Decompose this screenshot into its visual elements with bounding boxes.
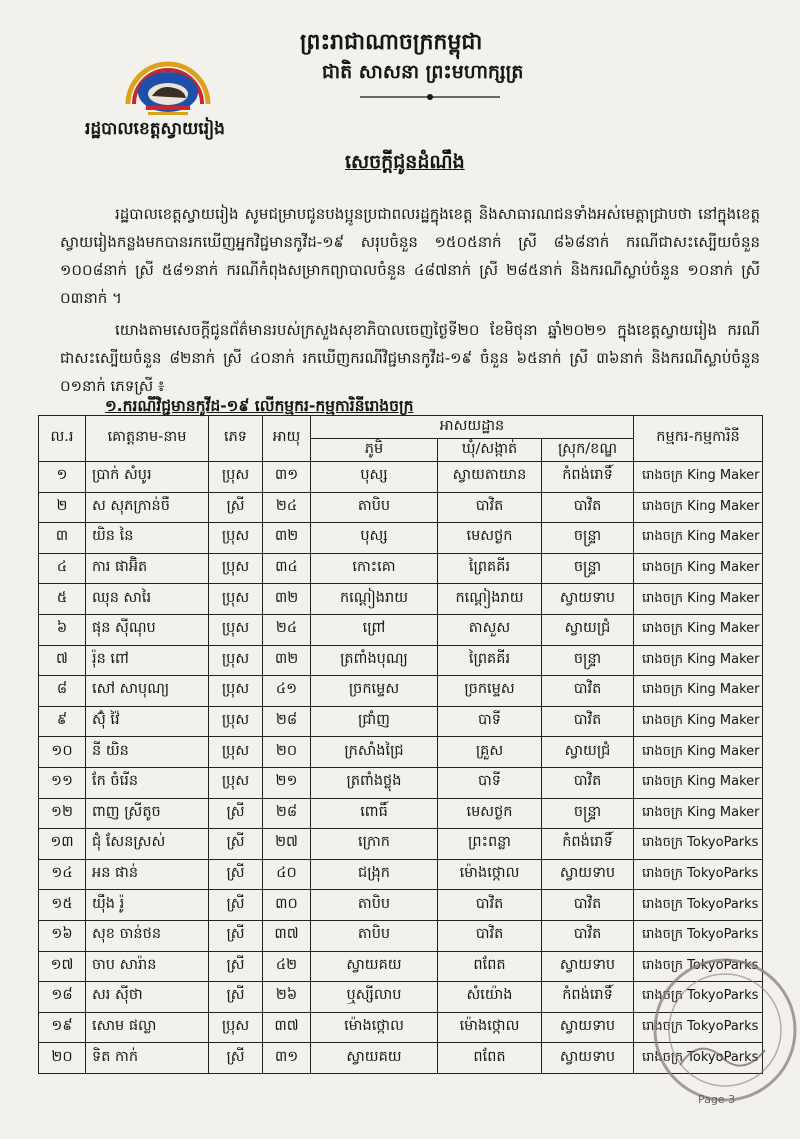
cell-district: ស្វាយទាប <box>542 1012 634 1043</box>
cell-commune: គ្រួស <box>438 737 542 768</box>
cell-no: ១៦ <box>39 920 86 951</box>
cell-village: កោះគោ <box>311 553 438 584</box>
cell-village: ម៉ោងថ្កោល <box>311 1012 438 1043</box>
cell-district: ស្វាយទាប <box>542 951 634 982</box>
cell-sex: ប្រុស <box>209 553 263 584</box>
cell-commune: ព្រះពន្លា <box>438 829 542 860</box>
cell-workplace: រោងចក្រ King Maker <box>634 767 763 798</box>
cell-district: ស្វាយទាប <box>542 859 634 890</box>
cell-name: យិន នៃ <box>86 523 209 554</box>
cell-name: ទិត កាក់ <box>86 1043 209 1074</box>
cell-commune: ម៉ោងថ្កោល <box>438 1012 542 1043</box>
cell-sex: ប្រុស <box>209 1012 263 1043</box>
cell-workplace: រោងចក្រ King Maker <box>634 645 763 676</box>
cell-commune: ពពែត <box>438 951 542 982</box>
cell-no: ៥ <box>39 584 86 615</box>
cell-sex: ស្រី <box>209 492 263 523</box>
cell-name: ជុំ សែនស្រស់ <box>86 829 209 860</box>
cell-workplace: រោងចក្រ TokyoParks <box>634 920 763 951</box>
table-row <box>39 492 763 523</box>
cell-commune: ម៉ោងថ្កោល <box>438 859 542 890</box>
cell-age: ២៤ <box>263 492 311 523</box>
cell-village: ច្រកម្ទេស <box>311 676 438 707</box>
cell-age: ៣៧ <box>263 1012 311 1043</box>
table-row <box>39 676 763 707</box>
col-header-village: ភូមិ <box>311 439 438 462</box>
cell-village: ព្រៅ <box>311 614 438 645</box>
cell-name: សៅ សាបុណ្យ <box>86 676 209 707</box>
cell-commune: ព្រៃគគីរ <box>438 645 542 676</box>
cell-name: ស សុភក្រាន់ចឺ <box>86 492 209 523</box>
cell-age: ៣៧ <box>263 920 311 951</box>
cell-village: ត្រពាំងថ្លុង <box>311 767 438 798</box>
cell-age: ៣១ <box>263 462 311 493</box>
cell-workplace: រោងចក្រ King Maker <box>634 676 763 707</box>
intro-paragraph: រដ្ឋបាលខេត្តស្វាយរៀង សូមជម្រាបជូនបងប្អូនប្រជាពលរដ្ឋក្នុងខេត្ត និងសាធារណជនទាំងអស់មេត្តាជ្រាបថា នៅក្នុងខេត្តស្វាយរៀងកន្លងមកបានរកឃើញអ្នកវិជ្ជមានកូវីដ-១៩ សរុបចំនួន ១៥០៥នាក់ ស្រី ៨៦៨នាក់ ករណីជាសះស្បើយចំនួន ១០០៨នាក់ ស្រី ៥៨១នាក់ ករណីកំពុងសម្រាកព្យាបាលចំនួន ៤៨៧នាក់ ស្រី ២៨៥នាក់ និងករណីស្លាប់ចំនួន ១០នាក់ ស្រី ០៣នាក់ ។ <box>60 205 760 307</box>
cell-commune: កណ្តៀងរាយ <box>438 584 542 615</box>
cell-no: ៨ <box>39 676 86 707</box>
cell-sex: ស្រី <box>209 798 263 829</box>
cell-commune: តាសួស <box>438 614 542 645</box>
cell-name: រ៉ុន ពៅ <box>86 645 209 676</box>
cell-district: ស្វាយទាប <box>542 584 634 615</box>
cell-workplace: រោងចក្រ TokyoParks <box>634 859 763 890</box>
table-row <box>39 859 763 890</box>
official-seal <box>640 945 800 1115</box>
cell-district: ចន្ទ្រា <box>542 645 634 676</box>
table-row <box>39 767 763 798</box>
cell-name: សោម ផល្លា <box>86 1012 209 1043</box>
cell-age: ២៧ <box>263 829 311 860</box>
cell-district: ចន្ទ្រា <box>542 523 634 554</box>
cell-sex: ស្រី <box>209 829 263 860</box>
cell-village: ត្រពាំងបុណ្យ <box>311 645 438 676</box>
cell-name: យ៉ឹង រ៉ូ <box>86 890 209 921</box>
cell-commune: បាវិត <box>438 890 542 921</box>
cell-sex: ស្រី <box>209 951 263 982</box>
col-header-workplace: កម្មករ-កម្មការិនី <box>634 416 763 462</box>
cell-no: ៦ <box>39 614 86 645</box>
cell-workplace: រោងចក្រ King Maker <box>634 523 763 554</box>
cell-no: ១០ <box>39 737 86 768</box>
cell-village: ក្រសាំងជ្រៃ <box>311 737 438 768</box>
cell-no: ១៤ <box>39 859 86 890</box>
cell-age: ៣២ <box>263 523 311 554</box>
cell-workplace: រោងចក្រ King Maker <box>634 614 763 645</box>
col-header-no: ល.រ <box>39 416 86 462</box>
cell-district: បាវិត <box>542 676 634 707</box>
cell-village: ស្វាយគយ <box>311 1043 438 1074</box>
cell-no: ១៣ <box>39 829 86 860</box>
cell-workplace: រោងចក្រ King Maker <box>634 553 763 584</box>
table-row <box>39 645 763 676</box>
col-header-commune: ឃុំ/សង្កាត់ <box>438 439 542 462</box>
national-motto: ជាតិ សាសនា ព្រះមហាក្សត្រ <box>322 61 524 83</box>
cell-no: ១៩ <box>39 1012 86 1043</box>
cell-district: ស្វាយទាប <box>542 1043 634 1074</box>
cell-commune: បាវិត <box>438 920 542 951</box>
update-paragraph: យោងតាមសេចក្តីជូនព័ត៌មានរបស់ក្រសួងសុខាភិបាលចេញថ្ងៃទី២០ ខែមិថុនា ឆ្នាំ២០២១ ក្នុងខេត្តស្វាយរៀង ករណីជាសះស្បើយចំនួន ៨២នាក់ ស្រី ៤០នាក់ រកឃើញករណីវិជ្ជមានកូវីដ-១៩ ចំនួន ៦៥នាក់ ស្រី ៣៦នាក់ និងករណីស្លាប់ចំនួន ០១នាក់ ភេទស្រី ៖ <box>60 321 760 395</box>
table-row <box>39 462 763 493</box>
cell-age: ៣០ <box>263 890 311 921</box>
cell-age: ៣១ <box>263 1043 311 1074</box>
cell-village: តាបិប <box>311 492 438 523</box>
cell-name: ផុន ស៊ីណុប <box>86 614 209 645</box>
cell-name: សរ ស៊ីថា <box>86 982 209 1013</box>
cell-workplace: រោងចក្រ King Maker <box>634 798 763 829</box>
cell-workplace: រោងចក្រ King Maker <box>634 706 763 737</box>
col-header-name: គោត្តនាម-នាម <box>86 416 209 462</box>
col-header-age: អាយុ <box>263 416 311 462</box>
cell-no: ១២ <box>39 798 86 829</box>
cell-sex: ប្រុស <box>209 737 263 768</box>
cell-district: ចន្ទ្រា <box>542 798 634 829</box>
cell-commune: ពពែត <box>438 1043 542 1074</box>
cell-no: ១ <box>39 462 86 493</box>
cell-age: ២០ <box>263 737 311 768</box>
cell-age: ២៨ <box>263 798 311 829</box>
cell-name: កែ ចំរើន <box>86 767 209 798</box>
cell-sex: ប្រុស <box>209 645 263 676</box>
cell-no: ១៧ <box>39 951 86 982</box>
cell-commune: សំយ៉ោង <box>438 982 542 1013</box>
cell-name: ឈុន សារៃ <box>86 584 209 615</box>
cell-workplace: រោងចក្រ TokyoParks <box>634 829 763 860</box>
cell-sex: ស្រី <box>209 1043 263 1074</box>
cell-age: ២៦ <box>263 982 311 1013</box>
table-row <box>39 706 763 737</box>
cell-age: ២៨ <box>263 706 311 737</box>
document-title: សេចក្តីជូនដំណឹង <box>345 151 465 173</box>
issuing-authority: រដ្ឋបាលខេត្តស្វាយរៀង <box>85 119 225 139</box>
cell-workplace: រោងចក្រ King Maker <box>634 462 763 493</box>
cell-no: ១៥ <box>39 890 86 921</box>
cell-district: បាវិត <box>542 706 634 737</box>
cell-age: ២៤ <box>263 614 311 645</box>
cell-no: ១១ <box>39 767 86 798</box>
cell-commune: ព្រៃគគីរ <box>438 553 542 584</box>
cell-name: ការ ផាអ៊ិត <box>86 553 209 584</box>
cell-name: ចាប សារ៉ាន <box>86 951 209 982</box>
cell-sex: ប្រុស <box>209 584 263 615</box>
cell-no: ១៨ <box>39 982 86 1013</box>
cell-name: សុខ ចាន់ថន <box>86 920 209 951</box>
table-row <box>39 553 763 584</box>
cell-sex: ប្រុស <box>209 676 263 707</box>
cell-age: ៤២ <box>263 951 311 982</box>
cell-village: ស្វាយគយ <box>311 951 438 982</box>
cell-no: ៣ <box>39 523 86 554</box>
cell-commune: មេសថ្ងក <box>438 798 542 829</box>
provincial-emblem-icon <box>118 44 218 122</box>
cell-village: បុស្ស <box>311 523 438 554</box>
section-heading: ១.ករណីវិជ្ជមានកូវីដ-១៩ លើកម្មករ-កម្មការិនីរោងចក្រ <box>105 397 414 415</box>
col-header-sex: ភេទ <box>209 416 263 462</box>
cell-village: ជង្រុក <box>311 859 438 890</box>
cell-sex: ស្រី <box>209 890 263 921</box>
cell-commune: មេសថ្ងក <box>438 523 542 554</box>
cell-village: កណ្តៀងរាយ <box>311 584 438 615</box>
cell-workplace: រោងចក្រ King Maker <box>634 492 763 523</box>
cell-commune: ស្វាយតាយាន <box>438 462 542 493</box>
cell-age: ២១ <box>263 767 311 798</box>
cell-sex: ប្រុស <box>209 767 263 798</box>
cell-district: ស្វាយជ្រំ <box>542 614 634 645</box>
table-row <box>39 584 763 615</box>
cell-no: ៩ <box>39 706 86 737</box>
cell-sex: ប្រុស <box>209 706 263 737</box>
cell-name: ប្រាក់ សំបូរ <box>86 462 209 493</box>
cell-district: កំពង់រោទិ៍ <box>542 829 634 860</box>
table-row <box>39 890 763 921</box>
cell-no: ២០ <box>39 1043 86 1074</box>
cell-workplace: រោងចក្រ King Maker <box>634 584 763 615</box>
cell-sex: ប្រុស <box>209 523 263 554</box>
cell-village: បុស្ស <box>311 462 438 493</box>
cell-sex: ប្រុស <box>209 462 263 493</box>
cell-name: នី យិន <box>86 737 209 768</box>
cell-commune: ច្រកម្ទេស <box>438 676 542 707</box>
cell-name: ពាញ ស្រីតូច <box>86 798 209 829</box>
cell-age: ៣៤ <box>263 553 311 584</box>
cell-sex: ស្រី <box>209 859 263 890</box>
ornamental-divider <box>360 92 500 102</box>
table-row <box>39 829 763 860</box>
cell-age: ៣២ <box>263 584 311 615</box>
table-row <box>39 523 763 554</box>
cell-district: បាវិត <box>542 767 634 798</box>
cell-commune: បាទី <box>438 706 542 737</box>
kingdom-heading: ព្រះរាជាណាចក្រកម្ពុជា <box>300 30 483 55</box>
cell-district: បាវិត <box>542 890 634 921</box>
col-header-district: ស្រុក/ខណ្ឌ <box>542 439 634 462</box>
cell-workplace: រោងចក្រ TokyoParks <box>634 1012 763 1043</box>
cell-village: តាបិប <box>311 920 438 951</box>
cell-no: ៤ <box>39 553 86 584</box>
cell-commune: បាវិត <box>438 492 542 523</box>
cell-district: ស្វាយជ្រំ <box>542 737 634 768</box>
cell-village: ជ្រាំញ <box>311 706 438 737</box>
cell-name: អន ផាន់ <box>86 859 209 890</box>
seal-page-label: Page 3 <box>698 1093 736 1106</box>
cell-district: កំពង់រោទិ៍ <box>542 462 634 493</box>
cell-commune: បាទី <box>438 767 542 798</box>
cell-village: ឬស្សីលាប <box>311 982 438 1013</box>
cell-village: ពោធិ៍ <box>311 798 438 829</box>
table-row <box>39 798 763 829</box>
cell-district: កំពង់រោទិ៍ <box>542 982 634 1013</box>
cell-workplace: រោងចក្រ TokyoParks <box>634 1043 763 1074</box>
cell-district: ចន្ទ្រា <box>542 553 634 584</box>
cell-sex: ស្រី <box>209 982 263 1013</box>
table-row <box>39 737 763 768</box>
cell-district: បាវិត <box>542 920 634 951</box>
cell-workplace: រោងចក្រ King Maker <box>634 737 763 768</box>
cell-age: ៤១ <box>263 676 311 707</box>
cell-sex: ប្រុស <box>209 614 263 645</box>
col-header-address: អាសយដ្ឋាន <box>311 416 634 439</box>
cell-workplace: រោងចក្រ TokyoParks <box>634 890 763 921</box>
cell-workplace: រោងចក្រ TokyoParks <box>634 982 763 1013</box>
cell-age: ៣២ <box>263 645 311 676</box>
cell-name: ស៊ុំ វ៉ៃ <box>86 706 209 737</box>
cell-no: ៧ <box>39 645 86 676</box>
cell-age: ៤០ <box>263 859 311 890</box>
cell-workplace: រោងចក្រ TokyoParks <box>634 951 763 982</box>
cell-district: បាវិត <box>542 492 634 523</box>
cell-village: តាបិប <box>311 890 438 921</box>
cell-no: ២ <box>39 492 86 523</box>
table-row <box>39 614 763 645</box>
cell-village: ក្រោក <box>311 829 438 860</box>
cell-sex: ស្រី <box>209 920 263 951</box>
